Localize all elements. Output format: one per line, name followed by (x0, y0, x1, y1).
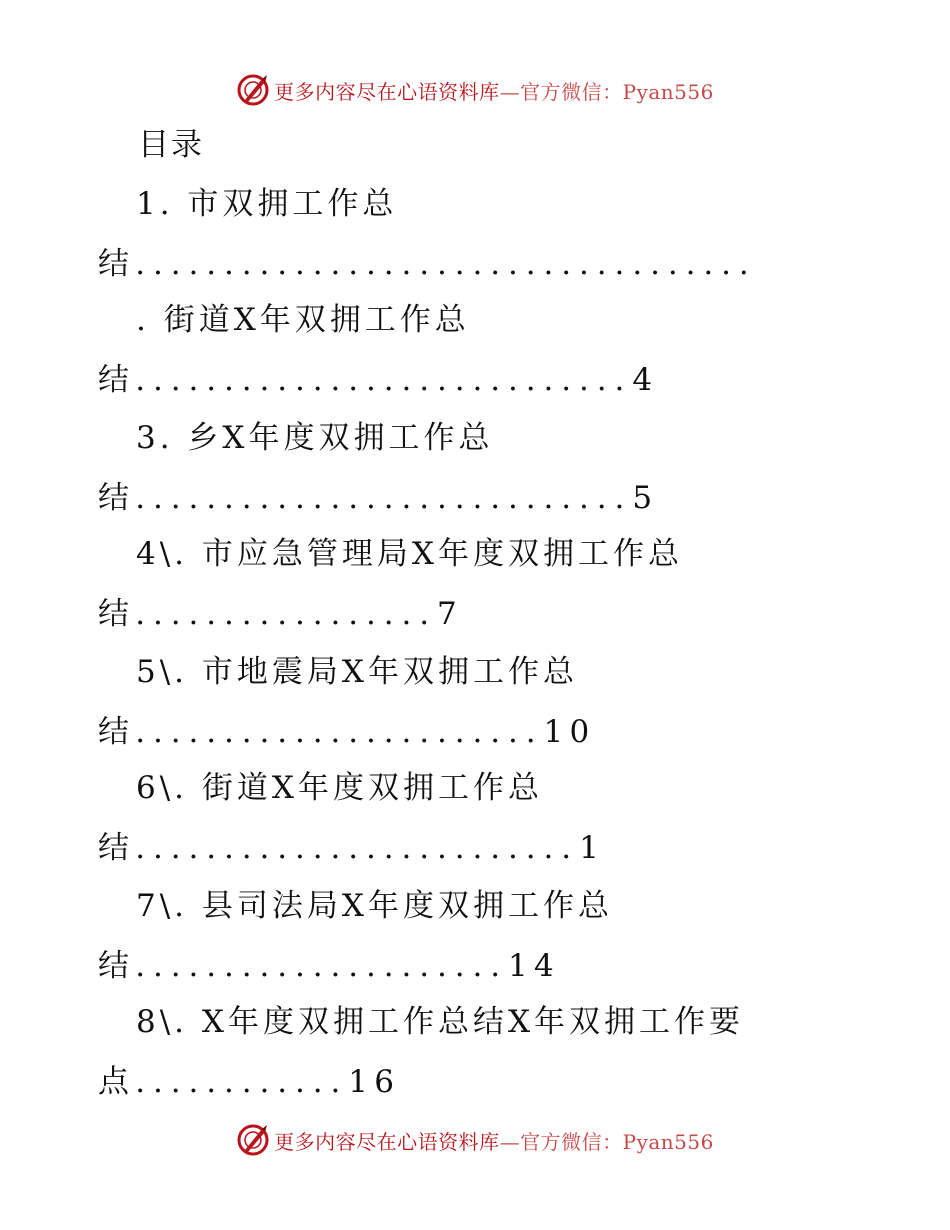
toc-entry-7-leader: 结.....................14 (98, 948, 560, 984)
toc-title: 目录 (138, 127, 204, 163)
toc-entry-3-title: 3. 乡X年度双拥工作总 (136, 420, 494, 456)
toc-entry-5-title: 5\. 市地震局X年双拥工作总 (136, 654, 578, 690)
toc-entry-1-leader: 结................................... (98, 246, 757, 282)
watermark-text: 更多内容尽在心语资料库—官方微信：Pyan556 (274, 79, 714, 104)
toc-entry-8-leader: 点............16 (98, 1064, 401, 1100)
toc-entry-7-title: 7\. 县司法局X年度双拥工作总 (136, 888, 613, 924)
toc-entry-3-leader: 结............................5 (98, 480, 659, 516)
toc-entry-5-leader: 结.......................10 (98, 714, 596, 750)
toc-entry-6-title: 6\. 街道X年度双拥工作总 (136, 770, 543, 806)
toc-entry-1-title: 1. 市双拥工作总 (136, 186, 398, 222)
toc-entry-4-title: 4\. 市应急管理局X年度双拥工作总 (136, 536, 683, 572)
watermark-banner-top (0, 70, 950, 110)
toc-entry-4-leader: 结.................7 (98, 596, 463, 632)
toc-entry-8-title: 8\. X年度双拥工作总结X年双拥工作要 (136, 1004, 745, 1040)
toc-entry-2-title: . 街道X年双拥工作总 (136, 302, 470, 338)
toc-entry-2-leader: 结............................4 (98, 362, 659, 398)
quill-seal-icon (236, 73, 270, 107)
watermark-text: 更多内容尽在心语资料库—官方微信：Pyan556 (274, 1129, 714, 1154)
quill-seal-icon (236, 1123, 270, 1157)
toc-entry-6-leader: 结.........................1 (98, 830, 605, 866)
watermark-banner-bottom (0, 1120, 950, 1160)
